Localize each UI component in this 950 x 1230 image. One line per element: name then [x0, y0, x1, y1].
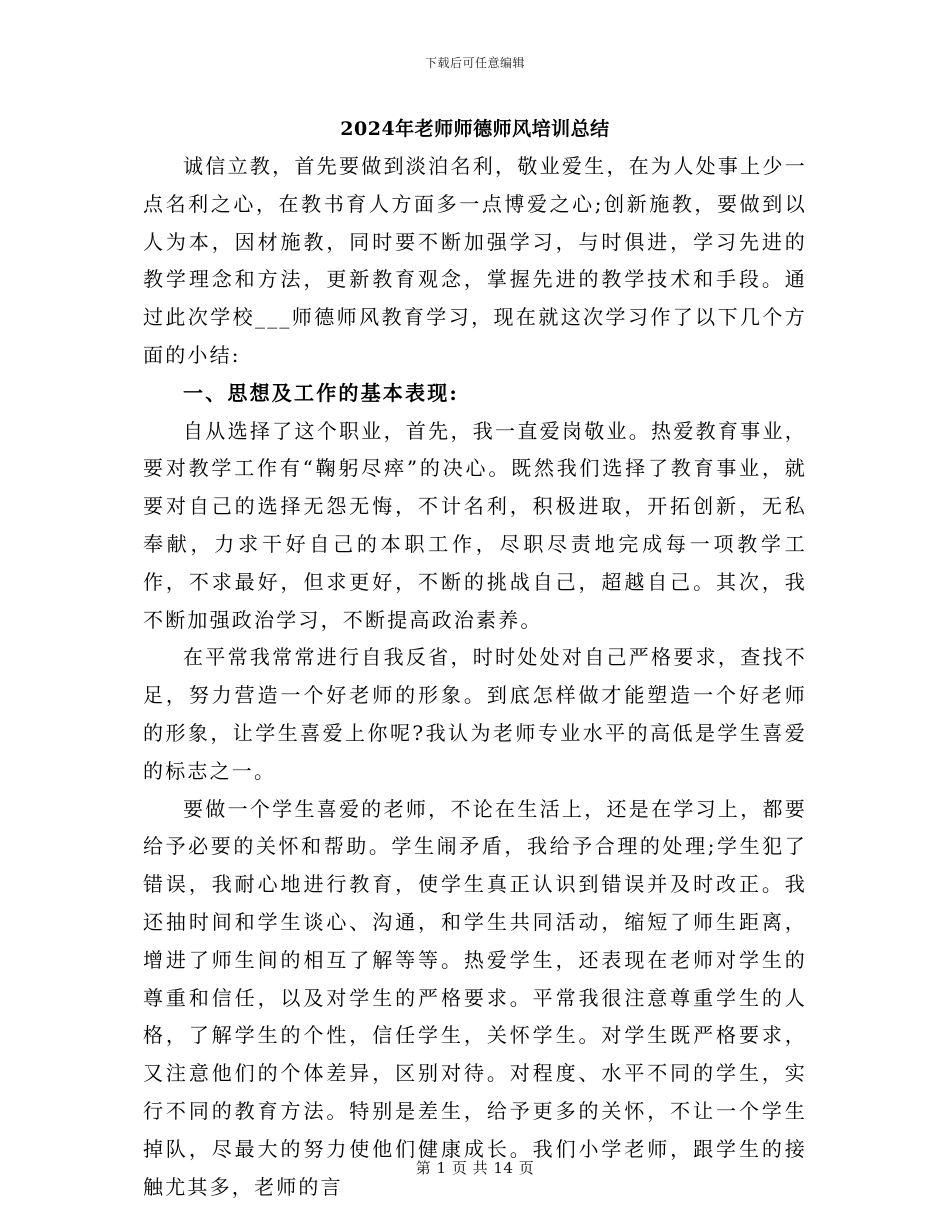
page-number: 第 1 页 共 14 页	[415, 1159, 535, 1177]
document-title: 2024年老师师德师风培训总结	[340, 118, 610, 140]
header-note: 下载后可任意编辑	[424, 56, 525, 70]
document-body	[143, 148, 807, 1206]
section-heading: 一、思想及工作的基本表现:	[183, 380, 459, 405]
paragraph-dedication: 自从选择了这个职业，首先，我一直爱岗敬业。热爱教育事业，要对教学工作有“鞠躬尽瘁”的决心。既然我们选择了教育事业，就要对自己的选择无怨无悔，不计名利，积极进取，开拓创新，无私奉献，力求干好自己的本职工作，尽职尽责地完成每一项教学工作，不求最好，但求更好，不断的挑战自己，超越自己。其次，我不断加强政治学习，不断提高政治素养。	[143, 418, 807, 632]
paragraph-self-reflection: 在平常我常常进行自我反省，时时处处对自己严格要求，查找不足，努力营造一个好老师的形象。到底怎样做才能塑造一个好老师的形象，让学生喜爱上你呢?我认为老师专业水平的高低是学生喜爱的标志之一。	[143, 645, 807, 783]
paragraph-intro: 诚信立教，首先要做到淡泊名利，敬业爱生，在为人处事上少一点名利之心，在教书育人方面多一点博爱之心;创新施教，要做到以人为本，因材施教，同时要不断加强学习，与时俱进，学习先进的教学理念和方法，更新教育观念，掌握先进的教学技术和手段。通过此次学校___师德师风教育学习，现在就这次学习作了以下几个方面的小结:	[143, 154, 807, 367]
paragraph-care-for-students: 要做一个学生喜爱的老师，不论在生活上，还是在学习上，都要给予必要的关怀和帮助。学生闹矛盾，我给予合理的处理;学生犯了错误，我耐心地进行教育，使学生真正认识到错误并及时改正。我还抽时间和学生谈心、沟通，和学生共同活动，缩短了师生距离，增进了师生间的相互了解等等。热爱学生，还表现在老师对学生的尊重和信任，以及对学生的严格要求。平常我很注意尊重学生的人格，了解学生的个性，信任学生，关怀学生。对学生既严格要求，又注意他们的个体差异，区别对待。对程度、水平不同的学生，实行不同的教育方法。特别是差生，给予更多的关怀，不让一个学生掉队，尽最大的努力使他们健康成长。我们小学老师，跟学生的接触尤其多，老师的言	[143, 796, 807, 1199]
